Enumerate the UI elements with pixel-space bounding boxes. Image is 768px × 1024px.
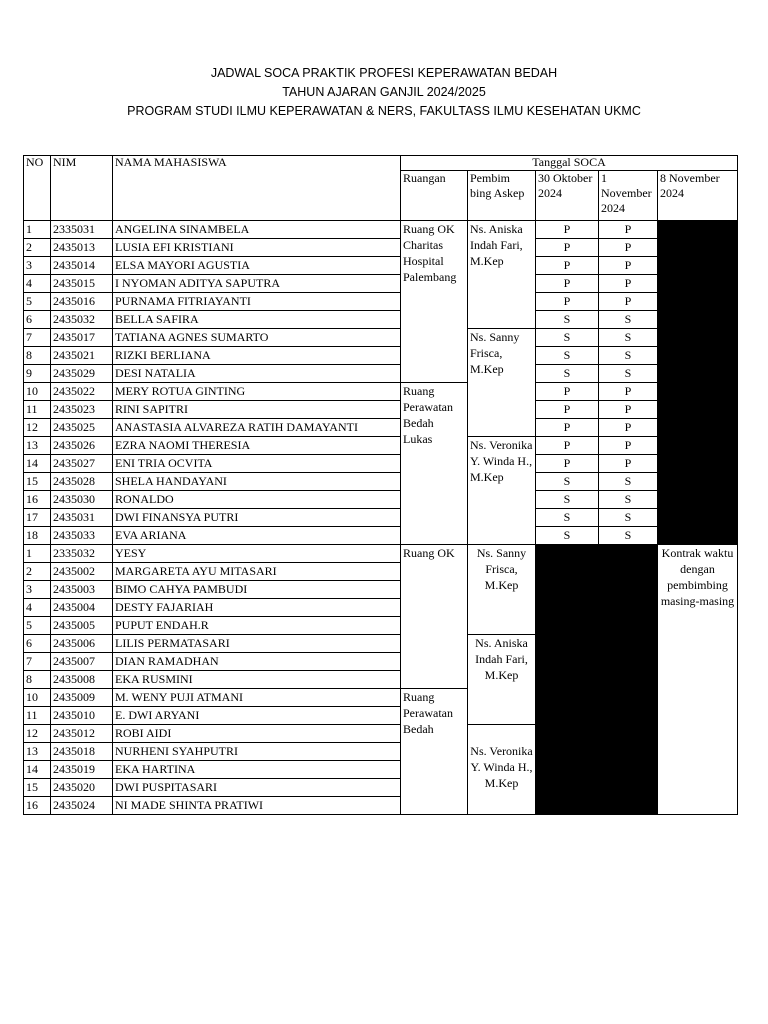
cell-date-1: P [536, 221, 599, 239]
cell-pembimbing: Ns. Aniska Indah Fari, M.Kep [468, 635, 536, 725]
cell-nama: EKA RUSMINI [113, 671, 401, 689]
cell-date-2: P [599, 419, 658, 437]
cell-nama: E. DWI ARYANI [113, 707, 401, 725]
cell-date-2: P [599, 293, 658, 311]
header-nama: NAMA MAHASISWA [113, 156, 401, 221]
header-date-3: 8 November 2024 [658, 171, 738, 221]
cell-date-2: P [599, 257, 658, 275]
cell-date-2: P [599, 455, 658, 473]
table-row [24, 437, 738, 455]
cell-nama: BIMO CAHYA PAMBUDI [113, 581, 401, 599]
cell-nama: BELLA SAFIRA [113, 311, 401, 329]
cell-date-1: P [536, 275, 599, 293]
cell-date-1: S [536, 311, 599, 329]
cell-date-1: S [536, 491, 599, 509]
cell-date-2: P [599, 221, 658, 239]
cell-nama: ANASTASIA ALVAREZA RATIH DAMAYANTI [113, 419, 401, 437]
note-kontrak-waktu: Kontrak waktu dengan pembimbing masing-masing [658, 545, 738, 815]
cell-nim: 2435004 [51, 599, 113, 617]
cell-pembimbing: Ns. Veronika Y. Winda H., M.Kep [468, 725, 536, 815]
cell-nama: NI MADE SHINTA PRATIWI [113, 797, 401, 815]
cell-nim: 2435033 [51, 527, 113, 545]
cell-nim: 2435025 [51, 419, 113, 437]
cell-no: 5 [24, 293, 51, 311]
header-date-1: 30 Oktober 2024 [536, 171, 599, 221]
cell-no: 10 [24, 383, 51, 401]
cell-no: 10 [24, 689, 51, 707]
cell-no: 13 [24, 743, 51, 761]
cell-no: 18 [24, 527, 51, 545]
cell-no: 8 [24, 347, 51, 365]
cell-nim: 2435020 [51, 779, 113, 797]
header-no: NO [24, 156, 51, 221]
cell-nama: MERY ROTUA GINTING [113, 383, 401, 401]
table-row [24, 419, 738, 437]
cell-no: 8 [24, 671, 51, 689]
cell-nim: 2435017 [51, 329, 113, 347]
cell-date-1: P [536, 437, 599, 455]
blocked-cell [536, 545, 658, 815]
table-row [24, 491, 738, 509]
header-nim: NIM [51, 156, 113, 221]
cell-nama: DIAN RAMADHAN [113, 653, 401, 671]
table-row [24, 293, 738, 311]
cell-no: 1 [24, 221, 51, 239]
cell-nama: M. WENY PUJI ATMANI [113, 689, 401, 707]
cell-no: 9 [24, 365, 51, 383]
cell-date-1: S [536, 473, 599, 491]
cell-nim: 2435016 [51, 293, 113, 311]
table-row [24, 329, 738, 347]
cell-date-2: S [599, 491, 658, 509]
cell-nama: TATIANA AGNES SUMARTO [113, 329, 401, 347]
cell-date-1: P [536, 419, 599, 437]
cell-no: 14 [24, 761, 51, 779]
cell-no: 4 [24, 275, 51, 293]
cell-date-2: S [599, 311, 658, 329]
cell-no: 2 [24, 239, 51, 257]
cell-nim: 2435026 [51, 437, 113, 455]
cell-no: 11 [24, 401, 51, 419]
cell-no: 16 [24, 491, 51, 509]
cell-pembimbing: Ns. Sanny Frisca, M.Kep [468, 329, 536, 437]
cell-date-2: S [599, 509, 658, 527]
cell-nim: 2435029 [51, 365, 113, 383]
table-row [24, 365, 738, 383]
cell-nama: PURNAMA FITRIAYANTI [113, 293, 401, 311]
table-row [24, 545, 738, 563]
cell-nim: 2435010 [51, 707, 113, 725]
header-pembimbing: Pembim bing Askep [468, 171, 536, 221]
cell-nim: 2435032 [51, 311, 113, 329]
cell-nim: 2435012 [51, 725, 113, 743]
cell-pembimbing: Ns. Sanny Frisca, M.Kep [468, 545, 536, 635]
cell-date-2: P [599, 239, 658, 257]
title-line-3: PROGRAM STUDI ILMU KEPERAWATAN & NERS, FAKULTASS ILMU KESEHATAN UKMC [127, 104, 641, 118]
cell-no: 15 [24, 473, 51, 491]
cell-nim: 2435024 [51, 797, 113, 815]
cell-date-1: S [536, 527, 599, 545]
cell-no: 5 [24, 617, 51, 635]
cell-nim: 2435030 [51, 491, 113, 509]
cell-date-2: P [599, 437, 658, 455]
cell-date-1: P [536, 383, 599, 401]
cell-nim: 2435028 [51, 473, 113, 491]
table-row [24, 401, 738, 419]
cell-no: 15 [24, 779, 51, 797]
table-row [24, 221, 738, 239]
header-row-1 [24, 156, 738, 171]
cell-no: 7 [24, 653, 51, 671]
cell-date-2: S [599, 527, 658, 545]
cell-nama: DESTY FAJARIAH [113, 599, 401, 617]
cell-nama: ENI TRIA OCVITA [113, 455, 401, 473]
cell-no: 3 [24, 581, 51, 599]
table-row [24, 257, 738, 275]
cell-nim: 2435022 [51, 383, 113, 401]
cell-nim: 2435005 [51, 617, 113, 635]
cell-date-1: P [536, 239, 599, 257]
table-row [24, 473, 738, 491]
cell-date-1: P [536, 401, 599, 419]
cell-nim: 2435018 [51, 743, 113, 761]
cell-nim: 2435014 [51, 257, 113, 275]
cell-no: 7 [24, 329, 51, 347]
cell-no: 4 [24, 599, 51, 617]
cell-date-1: S [536, 347, 599, 365]
title-line-2: TAHUN AJARAN GANJIL 2024/2025 [282, 85, 486, 99]
cell-no: 3 [24, 257, 51, 275]
cell-nama: RONALDO [113, 491, 401, 509]
cell-date-2: S [599, 347, 658, 365]
cell-no: 14 [24, 455, 51, 473]
cell-nama: RINI SAPITRI [113, 401, 401, 419]
cell-ruangan: Ruang OK [401, 545, 468, 689]
cell-date-1: P [536, 293, 599, 311]
cell-no: 12 [24, 725, 51, 743]
cell-nim: 2435007 [51, 653, 113, 671]
cell-nim: 2435009 [51, 689, 113, 707]
soca-schedule-table [23, 155, 738, 815]
cell-date-2: P [599, 383, 658, 401]
cell-no: 12 [24, 419, 51, 437]
cell-no: 13 [24, 437, 51, 455]
cell-nama: LUSIA EFI KRISTIANI [113, 239, 401, 257]
cell-no: 16 [24, 797, 51, 815]
cell-ruangan: Ruang Perawatan Bedah Lukas [401, 383, 468, 545]
cell-date-2: S [599, 473, 658, 491]
cell-nama: SHELA HANDAYANI [113, 473, 401, 491]
blocked-cell [658, 221, 738, 545]
cell-pembimbing: Ns. Veronika Y. Winda H., M.Kep [468, 437, 536, 545]
cell-date-1: P [536, 455, 599, 473]
cell-date-2: P [599, 401, 658, 419]
cell-nama: DESI NATALIA [113, 365, 401, 383]
cell-nim: 2435019 [51, 761, 113, 779]
cell-nama: EVA ARIANA [113, 527, 401, 545]
cell-nama: DWI PUSPITASARI [113, 779, 401, 797]
table-row [24, 455, 738, 473]
cell-nama: MARGARETA AYU MITASARI [113, 563, 401, 581]
table-row [24, 347, 738, 365]
cell-nama: I NYOMAN ADITYA SAPUTRA [113, 275, 401, 293]
cell-no: 2 [24, 563, 51, 581]
table-row [24, 383, 738, 401]
cell-date-2: P [599, 275, 658, 293]
cell-nama: LILIS PERMATASARI [113, 635, 401, 653]
cell-no: 1 [24, 545, 51, 563]
cell-nim: 2435021 [51, 347, 113, 365]
table-row [24, 527, 738, 545]
cell-nama: ANGELINA SINAMBELA [113, 221, 401, 239]
cell-nama: EZRA NAOMI THERESIA [113, 437, 401, 455]
header-tanggal-soca: Tanggal SOCA [401, 156, 738, 171]
cell-nama: PUPUT ENDAH.R [113, 617, 401, 635]
cell-no: 11 [24, 707, 51, 725]
cell-nama: YESY [113, 545, 401, 563]
cell-nama: ELSA MAYORI AGUSTIA [113, 257, 401, 275]
cell-nama: NURHENI SYAHPUTRI [113, 743, 401, 761]
cell-nama: RIZKI BERLIANA [113, 347, 401, 365]
cell-nim: 2435013 [51, 239, 113, 257]
cell-nim: 2435015 [51, 275, 113, 293]
document-title [0, 64, 768, 121]
cell-nama: EKA HARTINA [113, 761, 401, 779]
table-row [24, 239, 738, 257]
cell-nim: 2335031 [51, 221, 113, 239]
cell-no: 6 [24, 311, 51, 329]
header-ruangan: Ruangan [401, 171, 468, 221]
table-row [24, 275, 738, 293]
title-line-1: JADWAL SOCA PRAKTIK PROFESI KEPERAWATAN BEDAH [210, 66, 558, 80]
header-date-2: 1 November 2024 [599, 171, 658, 221]
cell-pembimbing: Ns. Aniska Indah Fari, M.Kep [468, 221, 536, 329]
cell-nama: ROBI AIDI [113, 725, 401, 743]
cell-nim: 2435023 [51, 401, 113, 419]
cell-ruangan: Ruang Perawatan Bedah [401, 689, 468, 815]
cell-date-1: S [536, 509, 599, 527]
cell-nim: 2435008 [51, 671, 113, 689]
cell-nim: 2435002 [51, 563, 113, 581]
cell-ruangan: Ruang OK Charitas Hospital Palembang [401, 221, 468, 383]
cell-nim: 2435031 [51, 509, 113, 527]
cell-nim: 2335032 [51, 545, 113, 563]
cell-nim: 2435006 [51, 635, 113, 653]
cell-nim: 2435003 [51, 581, 113, 599]
cell-date-1: S [536, 365, 599, 383]
cell-no: 6 [24, 635, 51, 653]
table-row [24, 509, 738, 527]
cell-date-2: S [599, 365, 658, 383]
cell-date-1: P [536, 257, 599, 275]
table-row [24, 311, 738, 329]
table-body [24, 156, 738, 815]
cell-date-1: S [536, 329, 599, 347]
cell-no: 17 [24, 509, 51, 527]
cell-date-2: S [599, 329, 658, 347]
cell-nim: 2435027 [51, 455, 113, 473]
cell-nama: DWI FINANSYA PUTRI [113, 509, 401, 527]
